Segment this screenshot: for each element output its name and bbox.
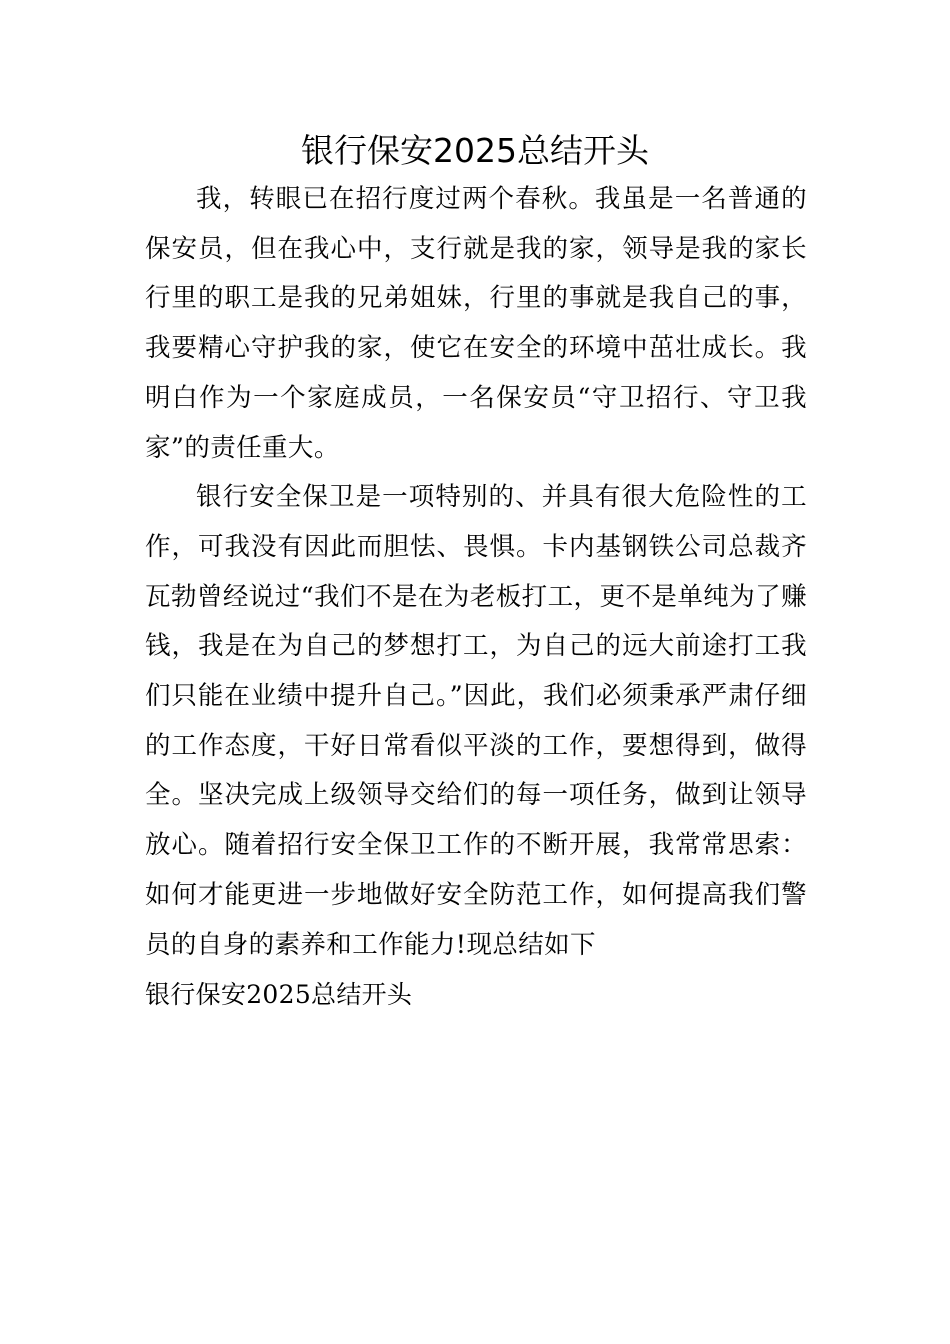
footer-title: 银行保安2025总结开头 — [145, 980, 413, 1010]
document-body — [145, 175, 807, 1020]
document-title: 银行保安2025总结开头 — [301, 131, 649, 170]
paragraph-2: 银行安全保卫是一项特别的、并具有很大危险性的工作，可我没有因此而胆怯、畏惧。卡内基钢铁公司总裁齐瓦勃曾经说过“我们不是在为老板打工，更不是单纯为了赚钱，我是在为自己的梦想打工，为自己的远大前途打工我们只能在业绩中提升自己。”因此，我们必须秉承严肃仔细的工作态度，干好日常看似平淡的工作，要想得到，做得全。坚决完成上级领导交给们的每一项任务，做到让领导放心。随着招行安全保卫工作的不断开展，我常常思索：如何才能更进一步地做好安全防范工作，如何提高我们警员的自身的素养和工作能力!现总结如下 — [145, 482, 807, 960]
paragraph-1: 我，转眼已在招行度过两个春秋。我虽是一名普通的保安员，但在我心中，支行就是我的家，领导是我的家长行里的职工是我的兄弟姐妹，行里的事就是我自己的事，我要精心守护我的家，使它在安全的环境中茁壮成长。我明白作为一个家庭成员，一名保安员“守卫招行、守卫我家”的责任重大。 — [145, 184, 807, 463]
